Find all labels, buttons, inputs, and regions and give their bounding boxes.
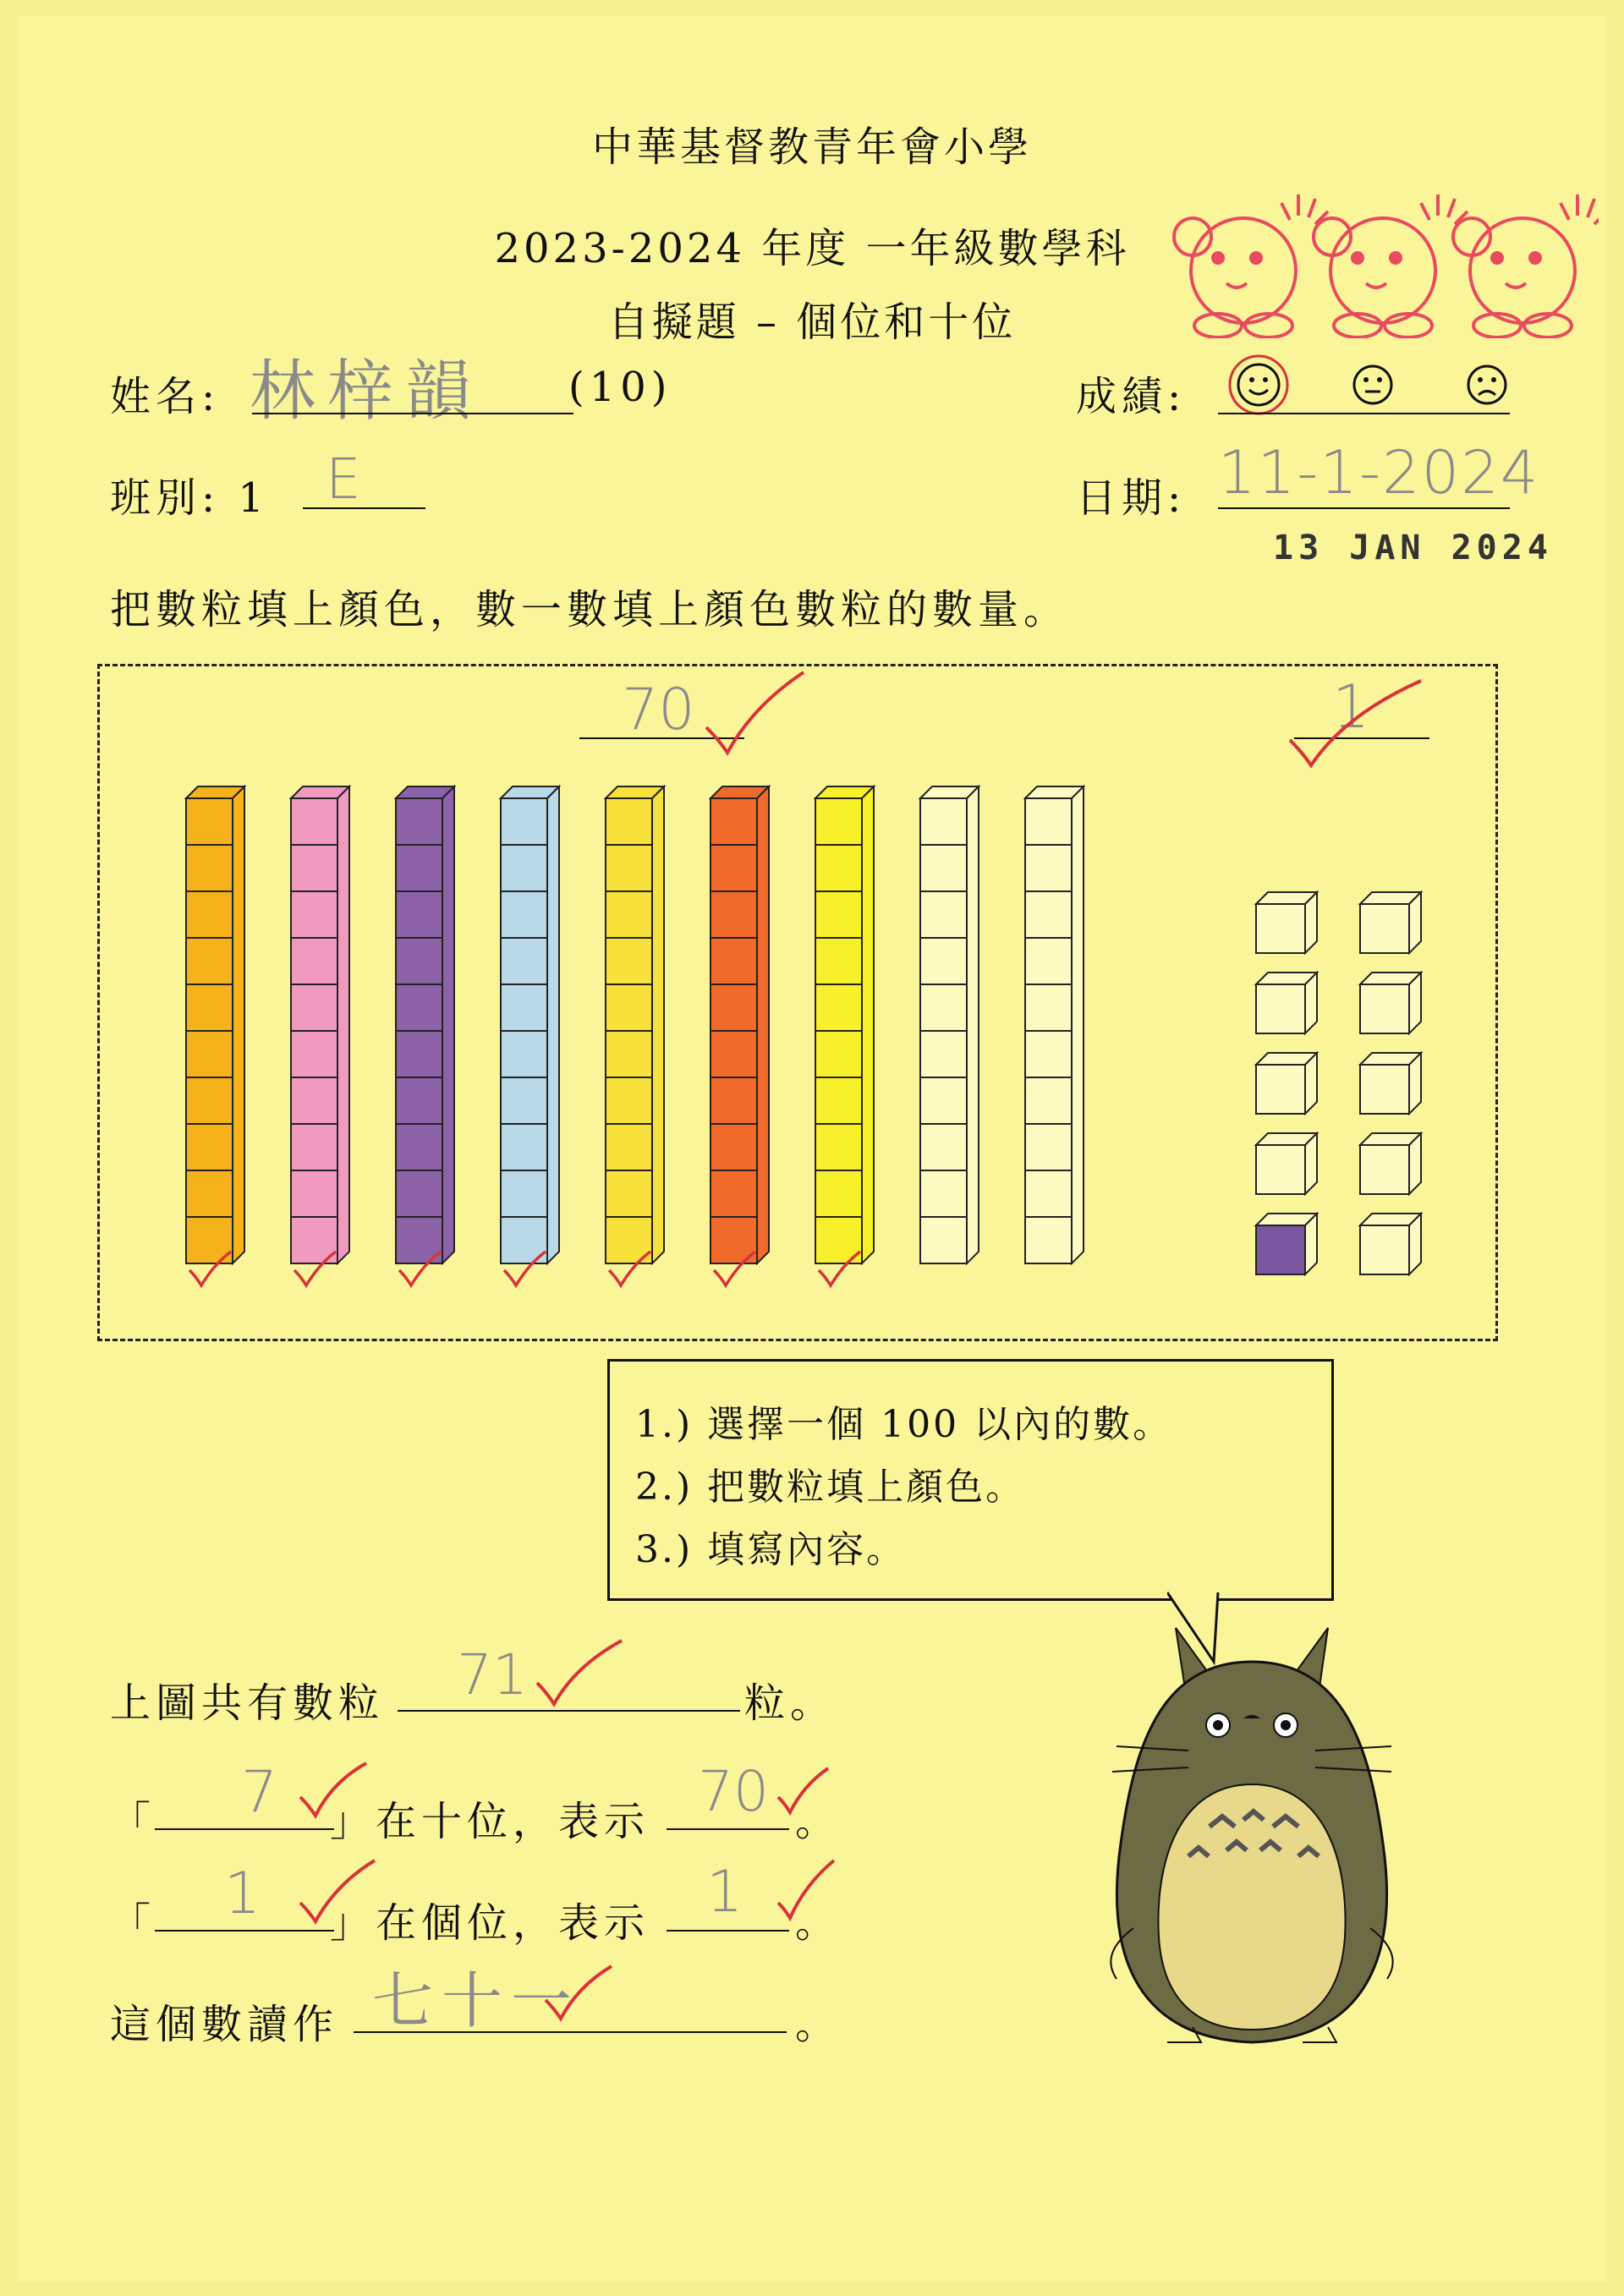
happy-face-icon[interactable] [1230,356,1287,414]
class-value[interactable]: E [326,447,361,512]
rod-cube [815,891,862,938]
rod-cube [920,1077,967,1124]
base-ten-blocks [169,770,1472,1294]
q2-line [155,1828,334,1830]
rod-cube [1025,891,1072,938]
year-subject: 2023-2024 年度 一年級數學科 [494,225,1130,272]
q4-prefix: 這個數讀作 [110,2001,339,2048]
rod-cube [291,1031,337,1077]
ones-answer[interactable]: 1 [1332,672,1370,742]
check-mark-icon [702,668,812,761]
tens-answer[interactable]: 70 [622,677,695,743]
unit-cube [1360,1053,1421,1114]
rod-cube [920,938,967,984]
q3-mid: 」在個位，表示 [330,1899,650,1947]
bubble-step-1: 1.) 選擇一個 100 以內的數。 [635,1403,1173,1446]
check-mark-icon [1286,677,1429,778]
q2-mid: 」在十位，表示 [330,1798,650,1845]
rod-cube [1025,1217,1072,1263]
rod-cube [606,984,652,1031]
speech-bubble [607,1359,1334,1601]
rod-cube [186,1077,233,1124]
rod-cube [815,984,862,1031]
unit-cube [1360,892,1421,953]
q3-answer-2[interactable]: 1 [706,1859,743,1926]
rod-cube [920,1217,967,1263]
rod-cube [501,1077,547,1124]
rod-cube [186,1031,233,1077]
rod-cube [291,798,337,845]
rod-cube [291,891,337,938]
neutral-face-icon[interactable] [1354,366,1391,403]
q3-end: 。 [795,1899,842,1947]
grade-line [1218,413,1510,414]
rod-cube [501,938,547,984]
rod-cube [186,1124,233,1170]
rod-cube [1025,1031,1072,1077]
sad-face-icon[interactable] [1468,366,1506,403]
rod-cube [186,984,233,1031]
rod-cube [920,891,967,938]
unit-cube [1360,1133,1421,1194]
q1-answer[interactable]: 71 [457,1642,528,1707]
rod-cube [606,1124,652,1170]
rod-cube [606,1170,652,1217]
rod-cube [501,984,547,1031]
ten-rod [291,786,349,1263]
rod-cube [710,984,757,1031]
q3-answer[interactable]: 1 [224,1860,261,1927]
totoro-illustration [1083,1624,1421,2063]
q1-prefix: 上圖共有數粒 [110,1680,385,1727]
rod-cube [1025,1124,1072,1170]
rod-cube [815,1170,862,1217]
rod-cube [186,798,233,845]
rod-cube [291,1077,337,1124]
rod-cube [186,938,233,984]
rod-cube [291,1124,337,1170]
ten-rod [920,786,979,1263]
rod-cube [815,798,862,845]
rod-cube [396,845,442,891]
rod-cube [1025,1077,1072,1124]
q1-suffix: 粒。 [744,1680,837,1727]
class-line [303,507,425,509]
rod-cube [710,1031,757,1077]
class-label: 班別: 1 [110,474,269,522]
bubble-step-2: 2.) 把數粒填上顏色。 [635,1466,1026,1509]
bubble-step-3: 3.) 填寫內容。 [635,1528,907,1571]
rod-cube [815,1031,862,1077]
rod-cube [920,845,967,891]
rod-cube [291,938,337,984]
rod-cube [501,1031,547,1077]
date-label: 日期: [1076,474,1187,522]
kirby-stamps [1159,178,1599,338]
rod-cube [396,938,442,984]
rod-cube [396,1124,442,1170]
unit-cube [1256,973,1317,1033]
date-stamp: 13 JAN 2024 [1273,529,1553,567]
rod-cube [396,1031,442,1077]
rod-cube [710,938,757,984]
rod-cube [501,1124,547,1170]
rod-cube [606,1031,652,1077]
worksheet-topic: 自擬題 – 個位和十位 [607,299,1017,346]
rod-cube [815,938,862,984]
name-value[interactable]: 林梓韻 [250,353,484,430]
ten-rod [501,786,559,1263]
unit-cube [1360,973,1421,1033]
rod-cube [606,891,652,938]
rod-cube [501,891,547,938]
unit-cube [1256,1053,1317,1114]
rod-cube [710,1170,757,1217]
unit-cube [1256,1133,1317,1194]
rod-cube [920,1170,967,1217]
rod-cube [1025,938,1072,984]
q4-answer[interactable]: 七十一 [372,1965,581,2036]
q2-end: 。 [795,1798,842,1845]
rod-cube [1025,798,1072,845]
rod-cube [186,845,233,891]
rod-cube [501,1170,547,1217]
rod-cube [1025,984,1072,1031]
q2-answer[interactable]: 7 [241,1759,278,1826]
rod-cube [815,1077,862,1124]
class-number: (10) [568,364,672,411]
ten-rod [815,786,874,1263]
q2-open: 「 [110,1798,156,1845]
rod-cube [186,891,233,938]
rod-cube [710,845,757,891]
ten-rod [606,786,664,1263]
rod-cube [606,938,652,984]
ten-rod [710,786,769,1263]
instruction-text: 把數粒填上顏色，數一數填上顏色數粒的數量。 [110,586,1070,633]
q2-answer-2[interactable]: 70 [698,1759,769,1824]
rod-cube [291,845,337,891]
rod-cube [710,1077,757,1124]
grade-faces [1216,349,1512,417]
rod-cube [815,845,862,891]
rod-cube [606,798,652,845]
date-line [1218,507,1510,509]
rod-cube [396,1077,442,1124]
name-label: 姓名: [110,373,221,420]
rod-cube [1025,845,1072,891]
q3-open: 「 [110,1899,156,1947]
q4-end: 。 [795,2001,842,2048]
rod-cube [815,1124,862,1170]
rod-cube [396,891,442,938]
unit-cube [1256,892,1317,953]
rod-cube [710,891,757,938]
ten-rod [1025,786,1084,1263]
rod-cube [396,984,442,1031]
ten-rod [396,786,454,1263]
school-name: 中華基督教青年會小學 [591,123,1032,171]
unit-cube [1360,1214,1421,1274]
rod-cube [606,845,652,891]
rod-cube [396,798,442,845]
rod-cube [501,798,547,845]
rod-cube [501,845,547,891]
rod-cube [710,1124,757,1170]
rod-cube [291,984,337,1031]
unit-cube-colored [1256,1214,1317,1274]
rod-cube [186,1170,233,1217]
name-line [252,413,573,414]
check-mark-icon [533,1636,626,1712]
ten-rod [186,786,244,1263]
rod-cube [710,798,757,845]
q2-line-2 [667,1828,789,1830]
date-value[interactable]: 11-1-2024 [1218,438,1540,507]
rod-cube [920,984,967,1031]
rod-cube [920,1124,967,1170]
rod-cube [920,798,967,845]
rod-cube [396,1170,442,1217]
q3-line-2 [667,1930,789,1932]
check-mark-icon [541,1962,617,2030]
grade-label: 成績: [1076,373,1187,420]
rod-cube [1025,1170,1072,1217]
rod-cube [291,1170,337,1217]
rod-cube [920,1031,967,1077]
rod-cube [606,1077,652,1124]
